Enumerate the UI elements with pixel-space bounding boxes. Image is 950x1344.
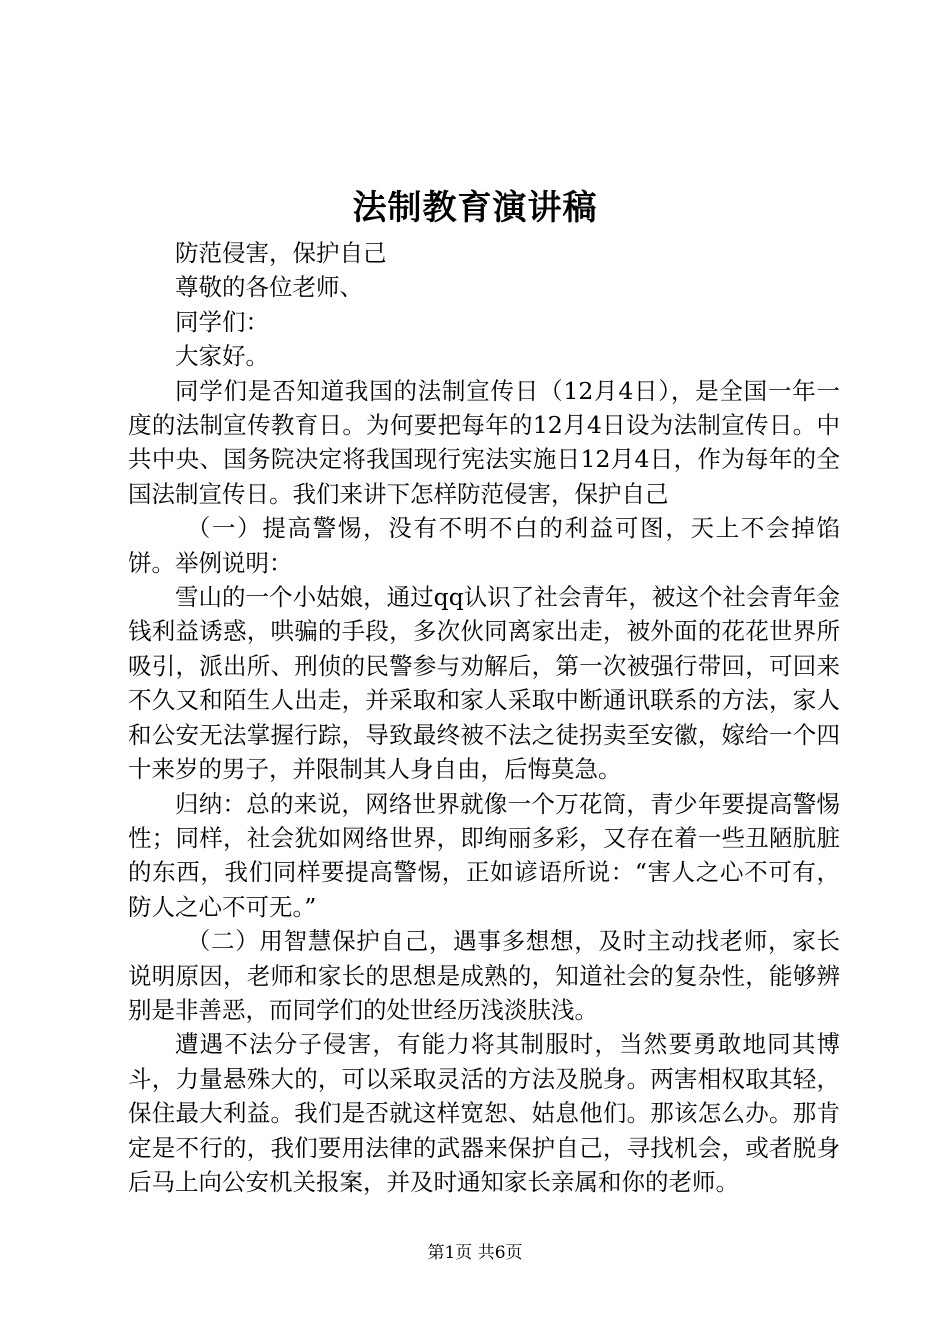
document-title: 法制教育演讲稿 — [352, 188, 598, 228]
paragraph-intro: 同学们是否知道我国的法制宣传日（12月4日），是全国一年一度的法制宣传教育日。为何要把每年的12月4日设为法制宣传日。中共中央、国务院决定将我国现行宪法实施日12月4日，作为每年的全国法制宣传日。我们来讲下怎样防范侵害，保护自己 — [128, 376, 840, 508]
paragraph-subtitle: 防范侵害，保护自己 — [175, 239, 387, 267]
paragraph-salutation-cont: 同学们： — [175, 307, 269, 336]
paragraph-example: 雪山的一个小姑娘，通过qq认识了社会青年，被这个社会青年金钱利益诱惑，哄骗的手段，多次伙同离家出走，被外面的花花世界所吸引，派出所、刑侦的民警参与劝解后，第一次被强行带回，可回来不久又和陌生人出走，并采取和家人采取中断通讯联系的方法，家人和公安无法掌握行踪，导致最终被不法之徒拐卖至安徽，嫁给一个四十来岁的男子，并限制其人身自由，后悔莫急。 — [128, 583, 840, 784]
paragraph-summary: 归纳：总的来说，网络世界就像一个万花筒，青少年要提高警惕性；同样，社会犹如网络世界，即绚丽多彩，又存在着一些丑陋肮脏的东西，我们同样要提高警惕，正如谚语所说：“害人之心不可有，防人之心不可无。” — [128, 789, 840, 921]
paragraph-point-one: （一）提高警惕，没有不明不白的利益可图，天上不会掉馅饼。举例说明： — [128, 514, 840, 577]
document-body — [128, 236, 840, 1199]
paragraph-greeting: 大家好。 — [175, 342, 269, 371]
paragraph-point-two: （二）用智慧保护自己，遇事多想想，及时主动找老师，家长说明原因，老师和家长的思想是成熟的，知道社会的复杂性，能够辨别是非善恶，而同学们的处世经历浅淡肤浅。 — [128, 927, 840, 1024]
paragraph-advice: 遭遇不法分子侵害，有能力将其制服时，当然要勇敢地同其博斗，力量悬殊大的，可以采取灵活的方法及脱身。两害相权取其轻，保住最大利益。我们是否就这样宽恕、姑息他们。那该怎么办。那肯定是不行的，我们要用法律的武器来保护自己，寻找机会，或者脱身后马上向公安机关报案，并及时通知家长亲属和你的老师。 — [128, 1030, 840, 1196]
page-footer: 第1页 共6页 — [427, 1243, 523, 1263]
paragraph-salutation: 尊敬的各位老师、 — [175, 273, 363, 302]
